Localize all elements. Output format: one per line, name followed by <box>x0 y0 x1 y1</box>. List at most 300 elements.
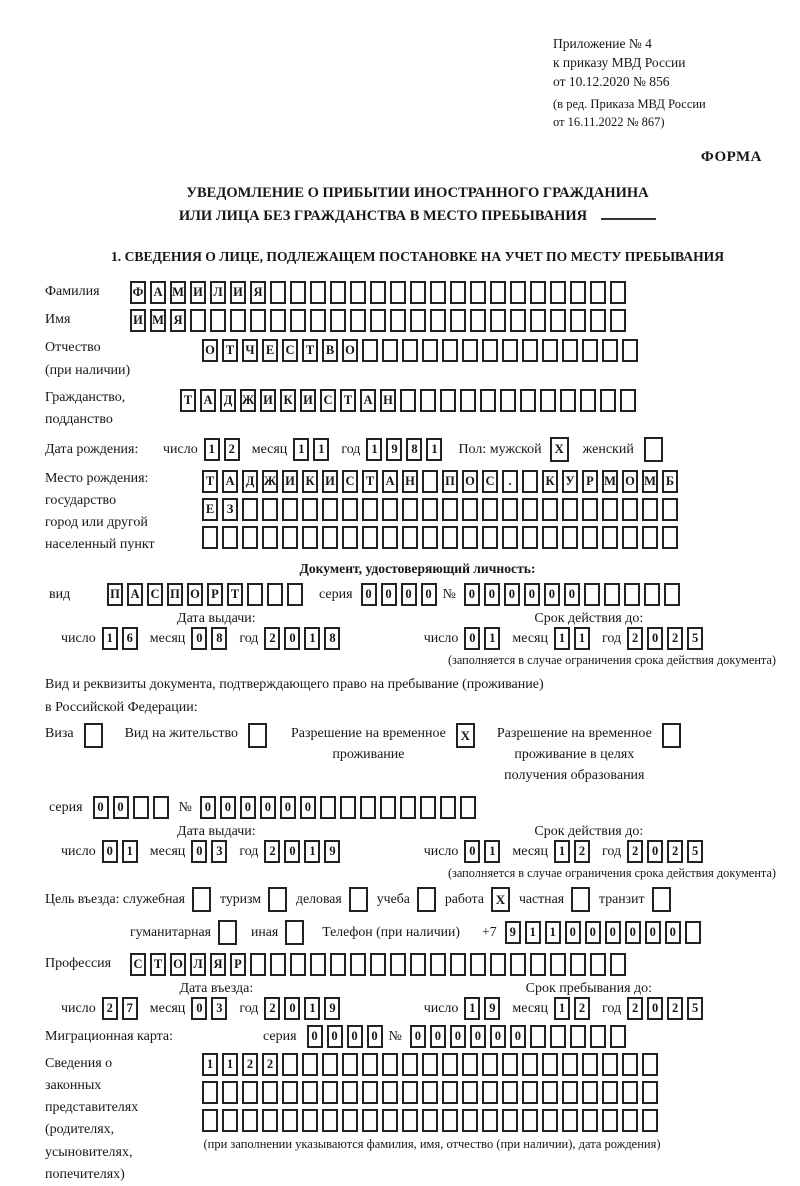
char-cell: К <box>280 389 296 412</box>
char-cell <box>262 526 278 549</box>
char-cell <box>202 526 218 549</box>
char-cell: 2 <box>224 438 240 461</box>
char-cell <box>302 498 318 521</box>
stay-day-cells <box>464 997 504 1020</box>
representatives-cells-block <box>202 1053 662 1152</box>
char-cell: 1 <box>202 1053 218 1076</box>
char-cell: 1 <box>313 438 329 461</box>
migration-card-label: Миграционная карта: <box>45 1029 174 1045</box>
char-cell <box>582 526 598 549</box>
char-cell: 0 <box>564 583 580 606</box>
char-cell <box>530 281 546 304</box>
mig-series-cells <box>307 1025 387 1048</box>
char-cell: С <box>130 953 146 976</box>
char-cell <box>622 339 638 362</box>
char-cell <box>602 1109 618 1132</box>
day-label: число <box>61 1001 96 1017</box>
char-cell <box>642 1109 658 1132</box>
stay-until-group <box>388 997 790 1020</box>
char-cell <box>382 1081 398 1104</box>
char-cell: 1 <box>464 997 480 1020</box>
char-cell: 0 <box>191 997 207 1020</box>
char-cell: 0 <box>220 796 236 819</box>
char-cell: 0 <box>191 840 207 863</box>
char-cell <box>522 470 538 493</box>
char-cell <box>470 953 486 976</box>
char-cell: 6 <box>122 627 138 650</box>
purpose-transit <box>599 887 670 912</box>
char-cell <box>270 309 286 332</box>
citizenship-label-line1: Гражданство, <box>45 389 126 405</box>
char-cell <box>522 498 538 521</box>
char-cell <box>370 953 386 976</box>
identity-doc-row <box>45 583 790 606</box>
char-cell <box>390 281 406 304</box>
char-cell <box>153 796 169 819</box>
visa-checkbox <box>84 723 103 748</box>
purpose-private-label: частная <box>518 891 565 907</box>
char-cell <box>430 309 446 332</box>
char-cell <box>310 953 326 976</box>
char-cell: 1 <box>304 840 320 863</box>
char-cell <box>282 1053 298 1076</box>
char-cell: 1 <box>426 438 442 461</box>
char-cell: Б <box>662 470 678 493</box>
day-label: число <box>61 631 96 647</box>
char-cell <box>422 470 438 493</box>
res-issue-year-cells <box>264 840 344 863</box>
char-cell <box>302 1081 318 1104</box>
char-cell <box>604 583 620 606</box>
char-cell <box>322 1053 338 1076</box>
char-cell <box>602 1053 618 1076</box>
month-label: месяц <box>149 631 186 647</box>
char-cell: 1 <box>484 840 500 863</box>
representatives-label-line4: (родителях, <box>45 1122 115 1138</box>
char-cell <box>510 281 526 304</box>
char-cell <box>402 1081 418 1104</box>
char-cell: С <box>482 470 498 493</box>
char-cell: Л <box>210 281 226 304</box>
doc-number-label: № <box>442 587 456 603</box>
month-label: месяц <box>149 844 186 860</box>
char-cell <box>542 498 558 521</box>
char-cell: 9 <box>484 997 500 1020</box>
char-cell <box>542 1053 558 1076</box>
char-cell: С <box>282 339 298 362</box>
char-cell <box>402 339 418 362</box>
patronymic-label-line2: (при наличии) <box>45 362 131 378</box>
title-line1: УВЕДОМЛЕНИЕ О ПРИБЫТИИ ИНОСТРАННОГО ГРАЖДАНИНА <box>186 185 649 202</box>
citizenship-label-line2: подданство <box>45 411 113 427</box>
purpose-humanitarian-checkbox <box>218 920 237 945</box>
char-cell <box>242 1081 258 1104</box>
char-cell: 0 <box>284 997 300 1020</box>
representatives-label <box>45 1053 202 1186</box>
residence-doc-text <box>45 674 790 719</box>
char-cell <box>570 281 586 304</box>
char-cell: Т <box>340 389 356 412</box>
char-cell <box>530 309 546 332</box>
char-cell <box>550 281 566 304</box>
char-cell <box>490 281 506 304</box>
res-number-label: № <box>178 800 192 816</box>
char-cell <box>420 796 436 819</box>
char-cell: 0 <box>510 1025 526 1048</box>
res-dates-row <box>45 840 790 863</box>
char-cell: С <box>342 470 358 493</box>
char-cell <box>590 281 606 304</box>
doc-series-label: серия <box>319 587 353 603</box>
appendix-line: Приложение № 4 <box>553 36 652 51</box>
char-cell <box>582 339 598 362</box>
title-line2-wrap <box>45 205 790 227</box>
birthplace-label-line1: Место рождения: <box>45 470 149 486</box>
sex-female-checkbox <box>644 437 663 462</box>
char-cell: У <box>562 470 578 493</box>
char-cell <box>133 796 149 819</box>
char-cell: М <box>602 470 618 493</box>
char-cell: 0 <box>421 583 437 606</box>
char-cell: П <box>442 470 458 493</box>
char-cell <box>420 389 436 412</box>
char-cell <box>440 796 456 819</box>
char-cell <box>362 1081 378 1104</box>
char-cell <box>542 1109 558 1132</box>
char-cell <box>582 1109 598 1132</box>
edition-line: (в ред. Приказа МВД России <box>553 97 706 112</box>
char-cell <box>430 281 446 304</box>
temp-residence-label-line1: Разрешение на временное <box>290 726 446 742</box>
char-cell <box>370 281 386 304</box>
entry-year-cells <box>264 997 344 1020</box>
char-cell <box>202 1109 218 1132</box>
char-cell <box>562 498 578 521</box>
char-cell: Е <box>262 339 278 362</box>
birthplace-label <box>45 468 202 556</box>
char-cell <box>400 796 416 819</box>
char-cell <box>622 526 638 549</box>
char-cell <box>562 339 578 362</box>
doc-type-label: вид <box>49 587 71 603</box>
surname-row <box>45 281 790 304</box>
char-cell <box>302 526 318 549</box>
char-cell: 0 <box>565 921 581 944</box>
char-cell <box>322 1109 338 1132</box>
char-cell <box>562 1081 578 1104</box>
char-cell <box>410 953 426 976</box>
char-cell <box>462 1081 478 1104</box>
char-cell: 0 <box>665 921 681 944</box>
char-cell <box>530 953 546 976</box>
char-cell: 0 <box>347 1025 363 1048</box>
char-cell: 2 <box>574 840 590 863</box>
phone-group <box>322 921 704 944</box>
char-cell: 0 <box>625 921 641 944</box>
temp-residence-label <box>291 723 446 765</box>
res-issue-header: Дата выдачи: <box>177 824 256 840</box>
char-cell <box>602 498 618 521</box>
char-cell: 2 <box>262 1053 278 1076</box>
char-cell <box>450 953 466 976</box>
char-cell <box>644 583 660 606</box>
char-cell: 9 <box>324 997 340 1020</box>
entry-dates-row <box>45 997 790 1020</box>
char-cell: Ж <box>240 389 256 412</box>
char-cell: 0 <box>93 796 109 819</box>
char-cell: И <box>282 470 298 493</box>
char-cell: 2 <box>667 627 683 650</box>
char-cell: 0 <box>113 796 129 819</box>
char-cell: 8 <box>406 438 422 461</box>
representatives-cells-row2 <box>202 1081 662 1104</box>
char-cell <box>442 339 458 362</box>
birthdate-row <box>45 437 790 462</box>
char-cell: О <box>622 470 638 493</box>
char-cell: 2 <box>264 627 280 650</box>
char-cell: Н <box>380 389 396 412</box>
char-cell <box>362 1053 378 1076</box>
char-cell <box>342 498 358 521</box>
entry-purpose-row <box>45 887 790 912</box>
mig-number-cells <box>410 1025 630 1048</box>
char-cell <box>282 1109 298 1132</box>
char-cell <box>342 1081 358 1104</box>
char-cell <box>602 1081 618 1104</box>
char-cell: 0 <box>430 1025 446 1048</box>
char-cell: 0 <box>260 796 276 819</box>
char-cell <box>242 498 258 521</box>
char-cell <box>602 526 618 549</box>
char-cell <box>422 1109 438 1132</box>
purpose-private-checkbox <box>571 887 590 912</box>
doc-issue-day-cells <box>102 627 142 650</box>
birthplace-label-line4: населенный пункт <box>45 537 155 553</box>
char-cell: З <box>222 498 238 521</box>
char-cell <box>422 1053 438 1076</box>
char-cell <box>502 1053 518 1076</box>
representatives-cells <box>202 1053 662 1132</box>
char-cell <box>622 1053 638 1076</box>
char-cell: 0 <box>470 1025 486 1048</box>
char-cell: А <box>222 470 238 493</box>
char-cell <box>382 1053 398 1076</box>
char-cell: Д <box>220 389 236 412</box>
char-cell <box>262 1109 278 1132</box>
char-cell <box>362 526 378 549</box>
char-cell: 1 <box>304 997 320 1020</box>
char-cell <box>482 339 498 362</box>
char-cell <box>282 526 298 549</box>
birthplace-cells-row1 <box>202 470 682 493</box>
char-cell: Т <box>150 953 166 976</box>
doc-validity-note: (заполняется в случае ограничения срока действия документа) <box>447 653 776 668</box>
char-cell <box>390 953 406 976</box>
char-cell: О <box>187 583 203 606</box>
char-cell: 1 <box>554 840 570 863</box>
year-label: год <box>239 631 259 647</box>
birthplace-cells <box>202 470 682 554</box>
char-cell: Л <box>190 953 206 976</box>
res-series-cells <box>93 796 173 819</box>
char-cell <box>340 796 356 819</box>
char-cell: О <box>202 339 218 362</box>
purpose-business <box>296 887 368 912</box>
char-cell: 0 <box>307 1025 323 1048</box>
char-cell <box>342 1109 358 1132</box>
char-cell: О <box>342 339 358 362</box>
identity-doc-heading: Документ, удостоверяющий личность: <box>299 561 536 577</box>
char-cell <box>522 339 538 362</box>
representatives-row <box>45 1053 790 1186</box>
doc-issue-group <box>45 627 388 650</box>
char-cell <box>362 339 378 362</box>
char-cell <box>482 526 498 549</box>
char-cell <box>222 526 238 549</box>
char-cell <box>490 953 506 976</box>
char-cell <box>210 309 226 332</box>
patronymic-label <box>45 337 202 381</box>
purpose-business-checkbox <box>349 887 368 912</box>
char-cell <box>262 498 278 521</box>
char-cell <box>262 1081 278 1104</box>
year-label: год <box>602 1001 622 1017</box>
char-cell: Т <box>362 470 378 493</box>
stay-until-header: Срок пребывания до: <box>525 981 653 997</box>
purpose-official <box>45 887 211 912</box>
char-cell <box>590 1025 606 1048</box>
char-cell: П <box>167 583 183 606</box>
char-cell: 2 <box>264 997 280 1020</box>
mig-number-label: № <box>388 1029 402 1045</box>
purpose-work-checkbox: X <box>491 887 510 912</box>
char-cell: 0 <box>401 583 417 606</box>
residence-permit-checkbox <box>248 723 267 748</box>
res-valid-year-cells <box>627 840 707 863</box>
char-cell: 0 <box>524 583 540 606</box>
char-cell <box>522 1109 538 1132</box>
doc-series-cells <box>361 583 441 606</box>
char-cell <box>462 1053 478 1076</box>
residence-series-row <box>45 796 790 819</box>
char-cell <box>600 389 616 412</box>
char-cell <box>442 1081 458 1104</box>
char-cell <box>642 1053 658 1076</box>
char-cell <box>462 339 478 362</box>
residence-permit-label: Вид на жительство <box>124 726 238 742</box>
char-cell: 0 <box>367 1025 383 1048</box>
char-cell: 0 <box>191 627 207 650</box>
char-cell <box>580 389 596 412</box>
char-cell <box>610 281 626 304</box>
char-cell: 5 <box>687 840 703 863</box>
char-cell: 0 <box>410 1025 426 1048</box>
char-cell <box>190 309 206 332</box>
char-cell <box>624 583 640 606</box>
char-cell <box>442 498 458 521</box>
char-cell <box>480 389 496 412</box>
name-row <box>45 309 790 332</box>
doc-number-cells <box>464 583 684 606</box>
char-cell <box>490 309 506 332</box>
representatives-label-line6: попечителях) <box>45 1166 125 1182</box>
char-cell: Я <box>250 281 266 304</box>
char-cell <box>322 498 338 521</box>
purpose-study-label: учеба <box>376 891 410 907</box>
char-cell <box>482 1053 498 1076</box>
char-cell <box>360 796 376 819</box>
char-cell <box>502 1081 518 1104</box>
char-cell <box>422 1081 438 1104</box>
representatives-cells-row3 <box>202 1109 662 1132</box>
char-cell <box>610 309 626 332</box>
entry-dates-headers <box>45 981 790 997</box>
char-cell <box>270 281 286 304</box>
char-cell <box>522 526 538 549</box>
char-cell <box>362 498 378 521</box>
char-cell <box>685 921 701 944</box>
temp-residence-checkbox: X <box>456 723 475 748</box>
char-cell <box>222 1081 238 1104</box>
char-cell: 0 <box>464 840 480 863</box>
stay-month-cells <box>554 997 594 1020</box>
purpose-official-label: Цель въезда: служебная <box>45 891 186 907</box>
temp-residence-edu-label-line1: Разрешение на временное <box>496 726 652 742</box>
char-cell <box>330 309 346 332</box>
purpose-study <box>377 887 436 912</box>
doc-dates-headers <box>45 611 790 627</box>
char-cell: Е <box>202 498 218 521</box>
char-cell <box>460 389 476 412</box>
char-cell <box>662 526 678 549</box>
char-cell <box>267 583 283 606</box>
char-cell <box>582 1081 598 1104</box>
char-cell <box>350 309 366 332</box>
char-cell <box>462 498 478 521</box>
char-cell: 2 <box>627 840 643 863</box>
char-cell: 0 <box>240 796 256 819</box>
char-cell <box>482 1081 498 1104</box>
char-cell: 2 <box>264 840 280 863</box>
purpose-tourism-checkbox <box>268 887 287 912</box>
res-valid-header: Срок действия до: <box>534 824 644 840</box>
name-cells <box>130 309 630 332</box>
char-cell: 1 <box>484 627 500 650</box>
char-cell: 1 <box>204 438 220 461</box>
char-cell <box>542 1081 558 1104</box>
char-cell <box>310 309 326 332</box>
char-cell: 0 <box>280 796 296 819</box>
char-cell <box>250 953 266 976</box>
sex-male-label: Пол: мужской <box>458 441 542 457</box>
char-cell <box>510 309 526 332</box>
doc-dates-row <box>45 627 790 650</box>
char-cell <box>662 498 678 521</box>
char-cell: 2 <box>102 997 118 1020</box>
doc-issue-month-cells <box>191 627 231 650</box>
representatives-label-line5: усыновителях, <box>45 1144 133 1160</box>
char-cell: Д <box>242 470 258 493</box>
char-cell <box>242 526 258 549</box>
char-cell: К <box>542 470 558 493</box>
year-label: год <box>341 441 361 457</box>
char-cell <box>362 1109 378 1132</box>
month-label: месяц <box>512 844 548 860</box>
char-cell <box>610 953 626 976</box>
char-cell <box>590 953 606 976</box>
char-cell: И <box>260 389 276 412</box>
doc-valid-month-cells <box>554 627 594 650</box>
